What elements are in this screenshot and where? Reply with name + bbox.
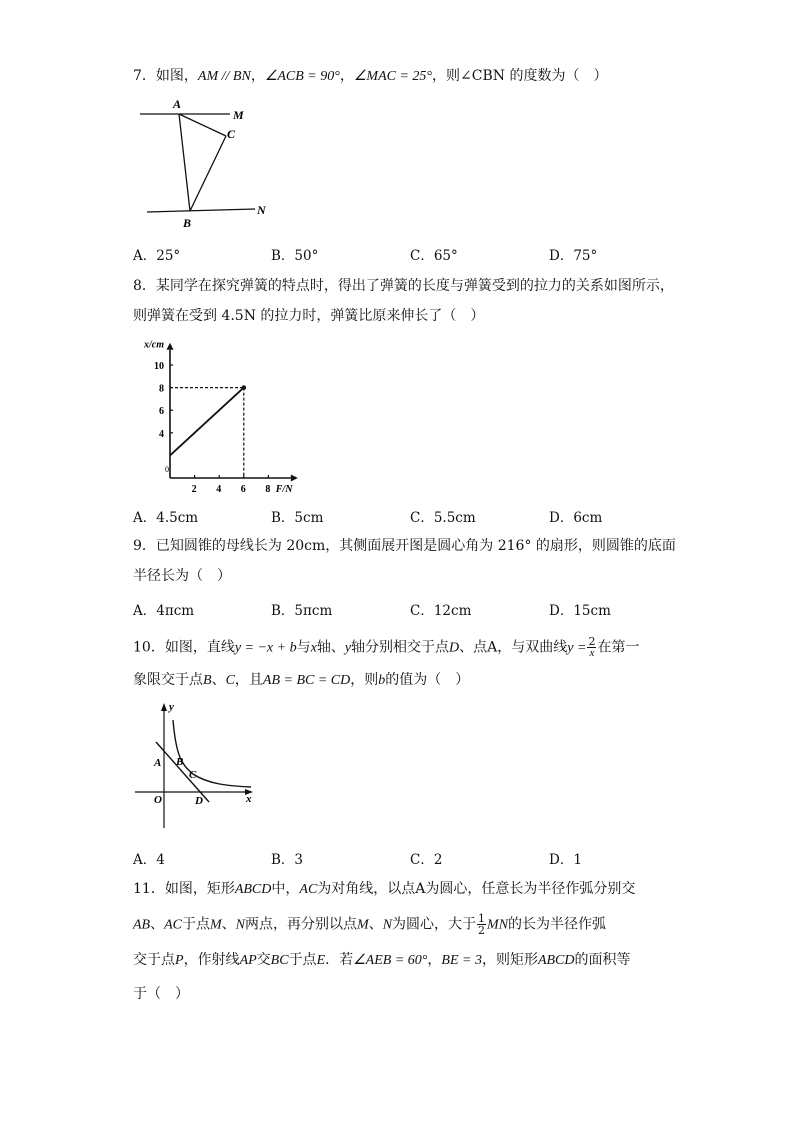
- q10-number: 10．: [133, 639, 165, 656]
- q10-eq2: AB = BC = CD: [262, 673, 351, 688]
- q10-var-b: b: [378, 673, 386, 688]
- q7-line-bn: [147, 209, 255, 212]
- q10-line2-d: ，则: [350, 672, 379, 688]
- q11-bc: BC: [270, 953, 289, 968]
- q7-expr-acb: ∠ACB = 90°: [264, 69, 340, 84]
- q11-l3-b: ，作射线: [183, 952, 240, 968]
- q8-y-tick-label: 10: [154, 361, 164, 372]
- q11-be: BE = 3: [441, 953, 482, 968]
- q8-y-tick-label: 4: [159, 428, 164, 440]
- q10-pt-c: C: [225, 673, 235, 688]
- q10-option-a[interactable]: A．4: [133, 852, 165, 868]
- q9-option-a[interactable]: A．4πcm: [133, 603, 195, 619]
- q11-stem-line4: 于（ ）: [133, 986, 189, 1002]
- q10-var-x: x: [310, 640, 317, 656]
- q11-ac: AC: [299, 882, 318, 897]
- q9-option-d[interactable]: D．15cm: [549, 603, 611, 619]
- q11-l2-c: 、: [221, 916, 236, 933]
- q11-ab: AB: [133, 917, 151, 933]
- q10-option-c[interactable]: C．2: [410, 852, 443, 868]
- q10-eq-line: y = −x + b: [234, 640, 297, 656]
- q11-l2-b: 于点: [182, 916, 210, 933]
- q11-half-fraction: [477, 913, 486, 936]
- q11-l3-c: 交: [256, 952, 271, 968]
- q11-stem-line2: [133, 913, 606, 936]
- q11-l1-a: 11．如图，矩形: [133, 881, 235, 897]
- q11-l3-a: 交于点: [133, 952, 175, 968]
- q10-line2-b: 、: [211, 672, 226, 688]
- q10-pt-b: B: [203, 673, 212, 688]
- q8-x-tick-label: 6: [240, 484, 246, 495]
- q8-stem-line1: 8．某同学在探究弹簧的特点时，得出了弹簧的长度与弹簧受到的拉力的关系如图所示，: [133, 278, 674, 294]
- q11-half-num: 1: [478, 912, 486, 925]
- q8-series-line: [170, 388, 244, 456]
- q7-option-a[interactable]: A．25°: [133, 248, 181, 264]
- q10-label-b: B: [176, 756, 184, 768]
- q10-option-d[interactable]: D．1: [549, 852, 582, 868]
- q10-label-c: C: [189, 769, 197, 781]
- q8-option-b[interactable]: B．5cm: [271, 510, 324, 526]
- q11-l2-f: 为圆心，大于: [392, 916, 477, 933]
- q10-figure: [133, 700, 263, 830]
- q8-origin-label: 0: [165, 465, 169, 474]
- q11-pt-n2: N: [382, 917, 393, 933]
- q10-hyp-fraction: [587, 636, 596, 659]
- q7-label-n: N: [257, 203, 266, 217]
- q9-option-c[interactable]: C．12cm: [410, 603, 472, 619]
- q10-stem-line2: [133, 670, 469, 691]
- q7-seg-ab: [179, 114, 190, 211]
- q7-option-c[interactable]: C．65°: [410, 248, 458, 264]
- q11-l2-d: 两点，再分别以点: [245, 916, 358, 933]
- q10-text-d: 轴分别相交于点: [351, 639, 450, 656]
- q10-pt-d: D: [449, 640, 460, 656]
- q8-stem-line2: 则弹簧在受到 4.5N 的拉力时，弹簧比原来伸长了（ ）: [133, 308, 485, 324]
- q10-label-y: y: [169, 701, 174, 713]
- q7-number: 7．: [133, 68, 156, 84]
- q11-abcd2: ABCD: [537, 953, 575, 968]
- q11-angle: ∠AEB = 60°: [353, 953, 428, 968]
- q7-stem: [133, 66, 607, 87]
- q11-l3-f: ，: [427, 952, 442, 968]
- q7-label-a: A: [173, 97, 182, 111]
- q7-option-d[interactable]: D．75°: [549, 248, 598, 264]
- q11-l1-d: 为圆心，任意长为半径作弧分别交: [425, 881, 636, 897]
- q9-stem-line1: 9．已知圆锥的母线长为 20cm，其侧面展开图是圆心角为 216° 的扇形，则圆锥的底面: [133, 538, 676, 554]
- q7-option-b[interactable]: B．50°: [271, 248, 319, 264]
- q10-label-d: D: [195, 795, 203, 807]
- q8-option-c[interactable]: C．5.5cm: [410, 510, 476, 526]
- q10-hyperbola: [173, 720, 251, 787]
- q7-label-c: C: [227, 127, 236, 141]
- q7-sep2: ，: [339, 68, 354, 84]
- q10-text-a: 如图，直线: [164, 639, 235, 656]
- q8-data-point: [242, 385, 247, 390]
- q11-ap: AP: [239, 953, 257, 968]
- q10-stem-line1: [133, 636, 639, 659]
- q8-y-axis-label: x/cm: [144, 339, 164, 351]
- q8-x-tick-label: 2: [191, 484, 197, 495]
- q7-stem-pre: 如图，: [155, 68, 198, 84]
- q10-label-x: x: [246, 793, 252, 805]
- q11-l2-g: 的长为半径作弧: [508, 916, 607, 933]
- q11-pt-a: A: [415, 881, 426, 897]
- q11-l1-c: 为对角线，以点: [317, 881, 416, 897]
- q8-y-axis-arrow: [167, 343, 174, 350]
- q11-l3-h: 的面积等: [574, 952, 631, 968]
- q11-l2-a: 、: [150, 916, 165, 933]
- q8-x-axis-arrow: [291, 475, 298, 482]
- q7-expr-mac: ∠MAC = 25°: [353, 69, 433, 84]
- q11-pt-e: E: [316, 953, 326, 968]
- q7-seg-cb: [190, 136, 226, 211]
- q9-option-b[interactable]: B．5πcm: [271, 603, 333, 619]
- q10-line2-e: 的值为（ ）: [385, 672, 470, 688]
- q11-abcd: ABCD: [234, 882, 272, 897]
- q8-chart: [140, 338, 320, 498]
- q10-y-arrow: [161, 703, 167, 711]
- q10-text-c: 轴、: [316, 639, 345, 656]
- q10-label-o: O: [154, 794, 162, 806]
- q11-mn: MN: [487, 917, 509, 933]
- q7-expr-parallel: AM // BN: [197, 69, 251, 84]
- q10-label-a: A: [154, 757, 162, 769]
- q7-label-m: M: [233, 108, 244, 122]
- q10-text-f: ，与双曲线: [497, 639, 568, 656]
- q7-figure: [135, 96, 275, 230]
- q11-l3-e: ．若: [325, 952, 354, 968]
- q10-text-g: 在第一: [597, 639, 640, 656]
- q10-option-b[interactable]: B．3: [271, 852, 304, 868]
- q7-stem-post: ，则∠CBN 的度数为（ ）: [432, 68, 608, 84]
- q11-stem-line1: [133, 879, 635, 900]
- q9-stem-line2: 半径长为（ ）: [133, 568, 231, 584]
- q10-pt-a: A: [487, 639, 498, 656]
- q11-pt-m: M: [210, 917, 222, 933]
- q8-option-d[interactable]: D．6cm: [549, 510, 603, 526]
- q7-seg-ac: [179, 114, 226, 136]
- q8-x-tick-label: 8: [265, 484, 271, 495]
- q10-text-e: 、点: [459, 639, 488, 656]
- q11-pt-m2: M: [357, 917, 369, 933]
- q8-x-axis-label: F/N: [275, 484, 293, 495]
- q10-var-y: y: [344, 640, 352, 656]
- q10-hyp-lhs: y =: [567, 640, 587, 656]
- q10-line2-a: 象限交于点: [133, 672, 203, 688]
- q8-y-tick-label: 6: [159, 406, 164, 418]
- q11-ac2: AC: [164, 917, 182, 933]
- q10-hyp-num: 2: [588, 635, 596, 648]
- q11-half-den: 2: [478, 924, 486, 937]
- q10-line2-c: ，且: [234, 672, 263, 688]
- q11-l3-g: ，则矩形: [481, 952, 538, 968]
- q11-pt-p: P: [175, 953, 184, 968]
- q8-x-tick-label: 4: [216, 484, 222, 495]
- q11-pt-n: N: [235, 917, 246, 933]
- q11-l1-b: 中，: [271, 881, 300, 897]
- q10-hyp-den: x: [589, 647, 595, 659]
- q11-l3-d: 于点: [288, 952, 317, 968]
- q8-option-a[interactable]: A．4.5cm: [133, 510, 199, 526]
- q8-y-tick-label: 8: [159, 383, 164, 395]
- q10-text-b: 与: [296, 639, 311, 656]
- q11-l2-e: 、: [368, 916, 383, 933]
- q11-stem-line3: [133, 950, 631, 971]
- q7-sep1: ，: [250, 68, 265, 84]
- q7-label-b: B: [183, 216, 192, 230]
